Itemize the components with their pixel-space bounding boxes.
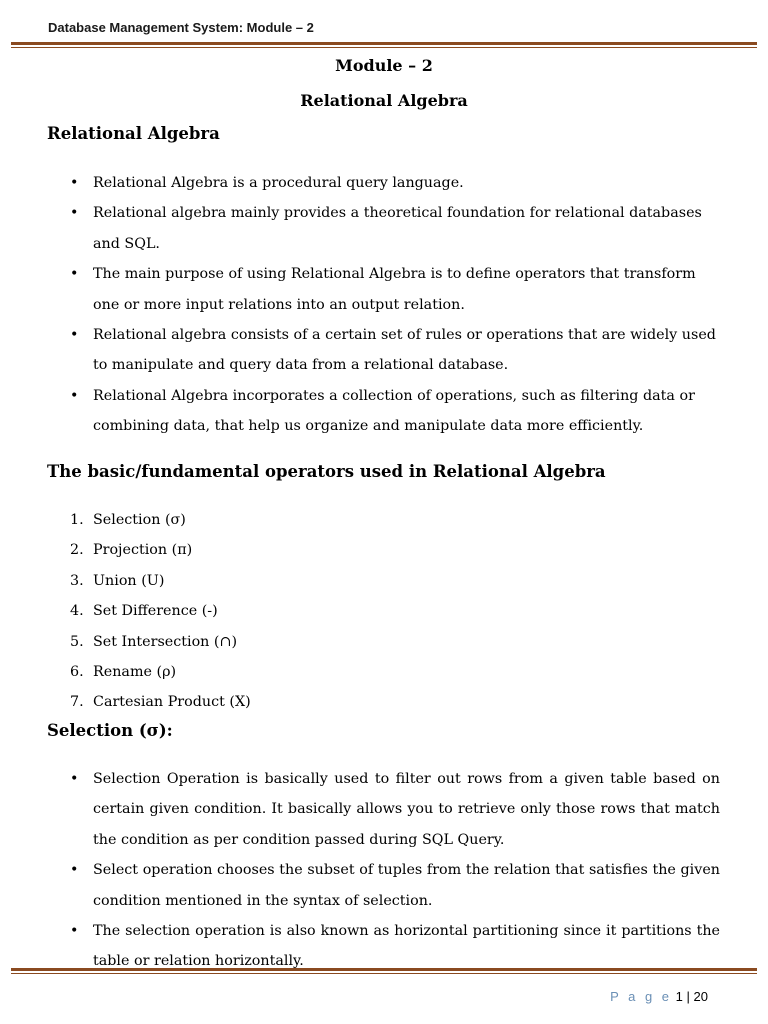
list-number: 7. xyxy=(70,694,84,711)
relational-algebra-bullets xyxy=(47,168,720,442)
list-text: Projection (π) xyxy=(93,542,193,559)
list-item xyxy=(47,535,720,565)
module-title: Module – 2 xyxy=(335,56,433,75)
list-text: Rename (ρ) xyxy=(93,664,177,681)
page-number: 1 xyxy=(675,989,683,1004)
list-text: Selection (σ) xyxy=(93,512,186,528)
list-text: Cartesian Product (X) xyxy=(93,694,251,711)
document-header: Database Management System: Module – 2 xyxy=(48,20,314,35)
list-item: • Relational algebra mainly provides a theoretical foundation for relational databases and SQL. xyxy=(47,198,720,259)
footer-rule xyxy=(11,968,757,974)
list-number: 6. xyxy=(70,664,84,681)
list-number: 2. xyxy=(70,542,84,559)
module-subtitle: Relational Algebra xyxy=(300,91,468,110)
page-separator: | xyxy=(686,989,690,1004)
list-item: • The selection operation is also known as horizontal partitioning since it partitions the table or relation horizontally. xyxy=(47,916,720,977)
page-footer xyxy=(610,989,708,1004)
page-total: 20 xyxy=(693,989,708,1004)
list-number: 3. xyxy=(70,572,84,589)
list-number: 4. xyxy=(70,603,84,620)
list-item: • The main purpose of using Relational Algebra is to define operators that transform one or more input relations into an output relation. xyxy=(47,259,720,320)
list-item: • Relational Algebra incorporates a collection of operations, such as filtering data or combining data, that help us organize and manipulate data more efficiently. xyxy=(47,381,720,442)
list-text: Union (U) xyxy=(93,572,165,589)
header-rule xyxy=(11,42,757,48)
list-item xyxy=(47,566,720,596)
list-item: • Select operation chooses the subset of tuples from the relation that satisfies the given condition mentioned in the syntax of selection. xyxy=(47,855,720,916)
section-heading-operators: The basic/fundamental operators used in Relational Algebra xyxy=(47,462,606,481)
list-item: • Selection Operation is basically used to filter out rows from a given table based on certain given condition. It basically allows you to retrieve only those rows that match the condition as per condition passed during SQL Query. xyxy=(47,764,720,855)
list-number: 5. xyxy=(70,633,84,650)
page-label: P a g e xyxy=(610,989,673,1004)
operators-list xyxy=(47,505,720,718)
list-item: • Relational algebra consists of a certain set of rules or operations that are widely used to manipulate and query data from a relational database. xyxy=(47,320,720,381)
section-heading-selection: Selection (σ): xyxy=(47,721,173,740)
list-item xyxy=(47,596,720,626)
list-item xyxy=(47,657,720,687)
list-item xyxy=(47,627,720,657)
selection-bullets xyxy=(47,764,720,977)
list-number: 1. xyxy=(70,512,84,528)
section-heading-relational-algebra: Relational Algebra xyxy=(47,124,220,143)
list-item xyxy=(47,687,720,717)
list-text: Set Difference (-) xyxy=(93,603,218,620)
list-text: Set Intersection (∩) xyxy=(93,633,238,650)
list-item xyxy=(47,505,720,535)
list-item: • Relational Algebra is a procedural query language. xyxy=(47,168,720,198)
